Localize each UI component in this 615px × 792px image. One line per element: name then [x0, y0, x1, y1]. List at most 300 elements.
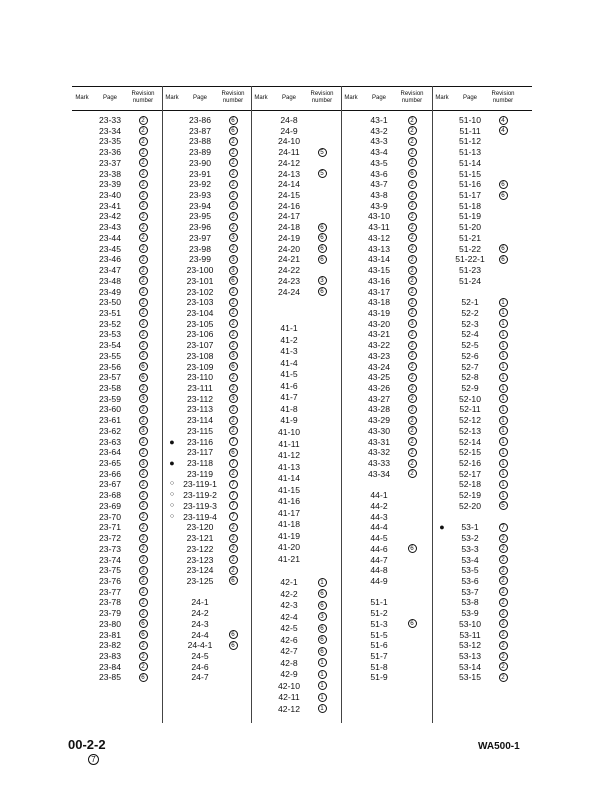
header-page: Page [462, 95, 478, 101]
revision-number: 2 [408, 180, 417, 189]
page-number: 23-115 [186, 425, 214, 436]
page-number: 23-61 [99, 415, 121, 426]
header-mark: Mark [344, 95, 358, 101]
page-number: 23-95 [189, 211, 211, 222]
column-separator [162, 86, 163, 723]
revision-number: 2 [139, 212, 148, 221]
page-number: 51-21 [459, 232, 481, 243]
page-number: 23-52 [99, 318, 121, 329]
page-number: 51-18 [459, 200, 481, 211]
revision-number: 2 [139, 555, 148, 564]
revision-number: 2 [229, 555, 238, 564]
page-number: 24-1 [191, 597, 209, 608]
page-number: 24-19 [278, 232, 300, 243]
page-number: 23-118 [186, 458, 214, 469]
page-number: 43-14 [368, 254, 390, 265]
page-number: 41-6 [280, 380, 298, 391]
page-number: 23-66 [99, 468, 121, 479]
page-number: 23-97 [189, 232, 211, 243]
page-number: 23-51 [99, 307, 121, 318]
revision-number: 3 [318, 276, 327, 285]
page-number: 24-21 [278, 254, 300, 265]
page-number: 23-33 [99, 115, 121, 125]
revision-number: 7 [229, 437, 238, 446]
page-number: 23-78 [99, 597, 121, 608]
revision-number: 5 [318, 148, 327, 157]
revision-number: 1 [318, 693, 327, 702]
page-number: 24-11 [278, 147, 300, 158]
revision-number: 7 [499, 523, 508, 532]
page-number: 23-74 [99, 554, 121, 565]
page-number: 53-6 [461, 575, 479, 586]
revision-number: 1 [318, 658, 327, 667]
revision-number: 2 [139, 662, 148, 671]
revision-number: 2 [139, 169, 148, 178]
revision-number: 6 [318, 589, 327, 598]
page-number: 52-5 [461, 340, 479, 351]
revision-number: 2 [139, 244, 148, 253]
revision-number: 3 [229, 233, 238, 242]
revision-number: 2 [139, 148, 148, 157]
page-number: 43-20 [368, 318, 390, 329]
page-number: 52-2 [461, 307, 479, 318]
page-number: 24-18 [278, 222, 300, 233]
page-number: 43-12 [368, 232, 390, 243]
page-number: 53-12 [459, 640, 481, 651]
page-number: 23-36 [99, 147, 121, 158]
page-number: 52-17 [459, 468, 481, 479]
page-number: 23-86 [189, 115, 211, 125]
page-number: 23-119-2 [183, 490, 217, 501]
revision-number: 1 [499, 459, 508, 468]
page-number: 23-117 [186, 447, 214, 458]
column-separator [251, 86, 252, 723]
page-number: 23-59 [99, 393, 121, 404]
revision-number: 2 [229, 426, 238, 435]
page-number: 23-104 [186, 307, 214, 318]
page-number: 43-1 [370, 115, 388, 125]
revision-number: 2 [408, 223, 417, 232]
revision-number: 1 [499, 448, 508, 457]
revision-number: 5 [318, 169, 327, 178]
page-number: 23-87 [189, 125, 211, 136]
page-number: 41-17 [278, 507, 300, 518]
page-number: 52-11 [459, 404, 481, 415]
page-number: 23-54 [99, 340, 121, 351]
revision-mark: ○ [169, 501, 175, 509]
revision-number: 1 [499, 341, 508, 350]
header-mark: Mark [165, 95, 179, 101]
revision-number: 2 [139, 201, 148, 210]
revision-number: 2 [229, 298, 238, 307]
page-number: 43-23 [368, 350, 390, 361]
page-number: 23-114 [186, 415, 214, 426]
page-number: 23-77 [99, 586, 121, 597]
page-number: 23-93 [189, 190, 211, 201]
page-number: 41-5 [280, 369, 298, 380]
page-number: 23-125 [186, 575, 214, 586]
page-number: 24-4 [191, 629, 209, 640]
revision-number: 6 [408, 169, 417, 178]
revision-number: 1 [499, 373, 508, 382]
page-number: 23-58 [99, 383, 121, 393]
revision-number: 1 [318, 578, 327, 587]
page-number: 23-123 [186, 554, 214, 565]
revision-number: 6 [318, 255, 327, 264]
revision-number: 2 [229, 534, 238, 543]
page-number: 44-9 [370, 575, 388, 586]
page-number: 23-57 [99, 372, 121, 383]
page-number: 42-9 [280, 669, 298, 679]
page-number: 51-3 [370, 618, 388, 629]
revision-number: 2 [408, 233, 417, 242]
revision-number: 2 [139, 308, 148, 317]
page-number: 41-20 [278, 542, 300, 553]
page-number: 24-14 [278, 179, 300, 190]
revision-number: 6 [139, 373, 148, 382]
page-number: 51-14 [459, 157, 481, 168]
page-number: 23-88 [189, 136, 211, 147]
revision-number: 1 [318, 681, 327, 690]
revision-number: 6 [408, 544, 417, 553]
page-number: 51-9 [370, 672, 388, 683]
revision-number: 2 [229, 469, 238, 478]
page-number: 23-120 [186, 522, 214, 533]
page-number: 23-73 [99, 543, 121, 554]
page-number: 41-19 [278, 530, 300, 541]
column-separator [341, 86, 342, 723]
header-revision: Revision number [131, 91, 155, 104]
revision-number: 2 [229, 341, 238, 350]
revision-number: 2 [139, 469, 148, 478]
revision-number: 2 [408, 437, 417, 446]
page-number: 43-13 [368, 243, 390, 254]
revision-number: 6 [499, 180, 508, 189]
page-number: 24-23 [278, 275, 300, 286]
page-number: 41-18 [278, 519, 300, 530]
page-number: 41-4 [280, 357, 298, 368]
page-number: 23-67 [99, 479, 121, 490]
page-number: 23-44 [99, 232, 121, 243]
page-number: 53-8 [461, 597, 479, 608]
revision-number: 2 [139, 609, 148, 618]
page-number: 23-39 [99, 179, 121, 190]
page-number: 51-24 [459, 275, 481, 286]
revision-number: 1 [499, 330, 508, 339]
revision-number: 2 [408, 137, 417, 146]
page-number: 24-7 [191, 672, 209, 683]
revision-number: 1 [499, 351, 508, 360]
page-number: 42-1 [280, 577, 298, 587]
page-number: 44-7 [370, 554, 388, 565]
page-number: 23-122 [186, 543, 214, 554]
revision-number: 6 [408, 619, 417, 628]
page-number: 51-11 [459, 125, 481, 136]
page-number: 23-55 [99, 350, 121, 361]
revision-number: 2 [139, 576, 148, 585]
page-number: 23-119 [186, 468, 214, 479]
header-mark: Mark [435, 95, 449, 101]
revision-number: 2 [139, 437, 148, 446]
page-number: 43-28 [368, 404, 390, 415]
page-number: 43-27 [368, 393, 390, 404]
revision-number: 2 [499, 619, 508, 628]
revision-number: 2 [499, 576, 508, 585]
page-number: 41-8 [280, 403, 298, 414]
revision-number: 2 [139, 233, 148, 242]
page-number: 52-9 [461, 383, 479, 393]
page-number: 53-15 [459, 672, 481, 683]
page-number: 43-2 [370, 125, 388, 136]
page-number: 23-94 [189, 200, 211, 211]
page-number: 23-91 [189, 168, 211, 179]
footer-page-id: 00-2-2 [68, 737, 106, 752]
revision-number: 2 [229, 330, 238, 339]
revision-number: 6 [229, 448, 238, 457]
revision-number: 3 [139, 394, 148, 403]
revision-number: 2 [139, 116, 148, 125]
page-number: 51-16 [459, 179, 481, 190]
page-number: 52-8 [461, 372, 479, 383]
page-number: 24-22 [278, 265, 300, 276]
page-number: 24-17 [278, 211, 300, 222]
revision-number: 2 [229, 223, 238, 232]
page-number: 51-6 [370, 640, 388, 651]
revision-number: 6 [139, 619, 148, 628]
page-number: 43-19 [368, 307, 390, 318]
revision-number: 2 [139, 587, 148, 596]
page-number: 51-13 [459, 147, 481, 158]
revision-number: 2 [499, 534, 508, 543]
page-number: 23-108 [186, 350, 214, 361]
revision-number: 1 [499, 426, 508, 435]
page-number: 23-116 [186, 436, 214, 447]
page-number: 41-11 [278, 438, 300, 449]
page-number: 51-22-1 [455, 254, 485, 265]
page-number: 23-38 [99, 168, 121, 179]
page-number: 23-82 [99, 640, 121, 651]
revision-number: 2 [499, 598, 508, 607]
revision-number: 2 [229, 137, 238, 146]
revision-number: 2 [229, 308, 238, 317]
page-number: 43-3 [370, 136, 388, 147]
page-number: 24-12 [278, 157, 300, 168]
page-number: 43-7 [370, 179, 388, 190]
page-number: 23-89 [189, 147, 211, 158]
page-number: 42-6 [280, 634, 298, 645]
revision-number: 2 [139, 126, 148, 135]
page-number: 43-22 [368, 340, 390, 351]
page-number: 52-1 [461, 297, 479, 308]
revision-number: 2 [139, 298, 148, 307]
revision-number: 2 [408, 362, 417, 371]
revision-number: 6 [229, 641, 238, 650]
page-number: 24-6 [191, 661, 209, 672]
page-number: 41-7 [280, 392, 298, 403]
page-number: 41-13 [278, 461, 300, 472]
revision-number: 2 [408, 298, 417, 307]
revision-number: 6 [318, 233, 327, 242]
page-number: 52-19 [459, 490, 481, 501]
revision-number: 7 [229, 459, 238, 468]
page-number: 51-10 [459, 115, 481, 125]
revision-number: 2 [229, 319, 238, 328]
revision-number: 6 [499, 191, 508, 200]
page-number: 23-80 [99, 618, 121, 629]
page-number: 41-9 [280, 415, 298, 426]
page-number: 24-5 [191, 651, 209, 661]
revision-number: 6 [318, 287, 327, 296]
revision-number: 2 [499, 641, 508, 650]
page-number: 23-34 [99, 125, 121, 136]
revision-number: 2 [139, 491, 148, 500]
revision-number: 6 [318, 244, 327, 253]
revision-number: 2 [408, 459, 417, 468]
revision-number: 2 [229, 148, 238, 157]
page-number: 43-11 [368, 222, 390, 233]
revision-number: 4 [499, 126, 508, 135]
header-mark: Mark [254, 95, 268, 101]
page-number: 23-119-3 [183, 500, 217, 511]
revision-number: 2 [229, 169, 238, 178]
page-number: 51-22 [459, 243, 481, 254]
revision-number: 6 [139, 673, 148, 682]
page-number: 51-5 [370, 629, 388, 640]
page-number: 43-32 [368, 447, 390, 458]
revision-number: 3 [229, 394, 238, 403]
revision-number: 2 [139, 641, 148, 650]
page-number: 24-9 [280, 125, 298, 136]
revision-number: 2 [139, 523, 148, 532]
page-number: 23-45 [99, 243, 121, 254]
revision-number: 2 [229, 212, 238, 221]
page-number: 51-2 [370, 608, 388, 619]
page-number: 23-113 [186, 404, 214, 415]
page-number: 23-110 [186, 372, 214, 383]
revision-number: 2 [408, 212, 417, 221]
revision-number: 2 [229, 544, 238, 553]
page-number: 44-2 [370, 500, 388, 511]
page-number: 23-65 [99, 458, 121, 469]
revision-number: 2 [139, 180, 148, 189]
revision-number: 2 [139, 223, 148, 232]
page-number: 52-7 [461, 361, 479, 372]
page-number: 52-12 [459, 415, 481, 426]
page-number: 42-5 [280, 623, 298, 633]
page-number: 23-92 [189, 179, 211, 190]
revision-number: 2 [139, 416, 148, 425]
page-number: 23-68 [99, 490, 121, 501]
page-number: 24-13 [278, 168, 300, 179]
page-number: 44-3 [370, 511, 388, 522]
page-number: 41-3 [280, 346, 298, 357]
revision-number: 3 [318, 612, 327, 621]
revision-number: 2 [499, 555, 508, 564]
page-number: 23-84 [99, 661, 121, 672]
page-number: 43-25 [368, 372, 390, 383]
revision-number: 2 [408, 469, 417, 478]
revision-number: 1 [499, 298, 508, 307]
revision-number: 2 [229, 373, 238, 382]
revision-number: 2 [139, 501, 148, 510]
page-number: 23-70 [99, 511, 121, 522]
page-number: 44-6 [370, 543, 388, 554]
page-number: 23-72 [99, 533, 121, 544]
revision-number: 2 [408, 394, 417, 403]
page-number: 23-96 [189, 222, 211, 233]
header-page: Page [371, 95, 387, 101]
page-number: 41-15 [278, 484, 300, 495]
revision-number: 2 [139, 544, 148, 553]
page-number: 44-1 [370, 490, 388, 501]
page-number: 23-106 [186, 329, 214, 340]
page-number: 42-3 [280, 600, 298, 610]
revision-number: 2 [229, 158, 238, 167]
revision-number: 1 [499, 308, 508, 317]
revision-number: 3 [229, 266, 238, 275]
revision-number: 3 [408, 319, 417, 328]
page-number: 52-4 [461, 329, 479, 340]
page-number: 43-30 [368, 425, 390, 436]
revision-number: 2 [408, 373, 417, 382]
page-number: 44-5 [370, 533, 388, 544]
page-number: 43-29 [368, 415, 390, 426]
revision-number: 2 [229, 523, 238, 532]
page-number: 24-3 [191, 618, 209, 629]
revision-number: 2 [408, 308, 417, 317]
page-number: 43-16 [368, 275, 390, 286]
revision-number: 2 [229, 405, 238, 414]
revision-number: 2 [499, 652, 508, 661]
page-number: 41-2 [280, 334, 298, 345]
page-number: 43-34 [368, 468, 390, 479]
revision-number: 2 [408, 201, 417, 210]
page-number: 43-18 [368, 297, 390, 308]
revision-number: 2 [139, 598, 148, 607]
page-number: 43-4 [370, 147, 388, 158]
revision-number: 2 [139, 266, 148, 275]
revision-number: 4 [499, 116, 508, 125]
revision-number: 2 [139, 566, 148, 575]
revision-number: 1 [318, 704, 327, 713]
page-number: 23-99 [189, 254, 211, 265]
page-number: 52-20 [459, 500, 481, 511]
page-number: 24-20 [278, 243, 300, 254]
header-bottom-rule [72, 110, 532, 111]
revision-number: 2 [499, 673, 508, 682]
page-number: 23-47 [99, 265, 121, 276]
page-number: 42-12 [278, 703, 300, 714]
page-number: 43-9 [370, 200, 388, 211]
revision-mark: ● [169, 436, 175, 447]
revision-number: 2 [499, 630, 508, 639]
page-number: 23-48 [99, 275, 121, 286]
page-number: 52-10 [459, 393, 481, 404]
page-number: 42-2 [280, 588, 298, 599]
page-number: 23-101 [186, 275, 214, 286]
revision-number: 2 [139, 512, 148, 521]
revision-number: 1 [499, 405, 508, 414]
revision-number: 2 [139, 341, 148, 350]
revision-number: 2 [229, 566, 238, 575]
page-number: 41-21 [278, 554, 300, 564]
revision-number: 2 [408, 330, 417, 339]
page-number: 23-60 [99, 404, 121, 415]
page-number: 23-40 [99, 190, 121, 201]
revision-number: 6 [229, 362, 238, 371]
page-number: 53-10 [459, 618, 481, 629]
page-number: 42-7 [280, 646, 298, 656]
